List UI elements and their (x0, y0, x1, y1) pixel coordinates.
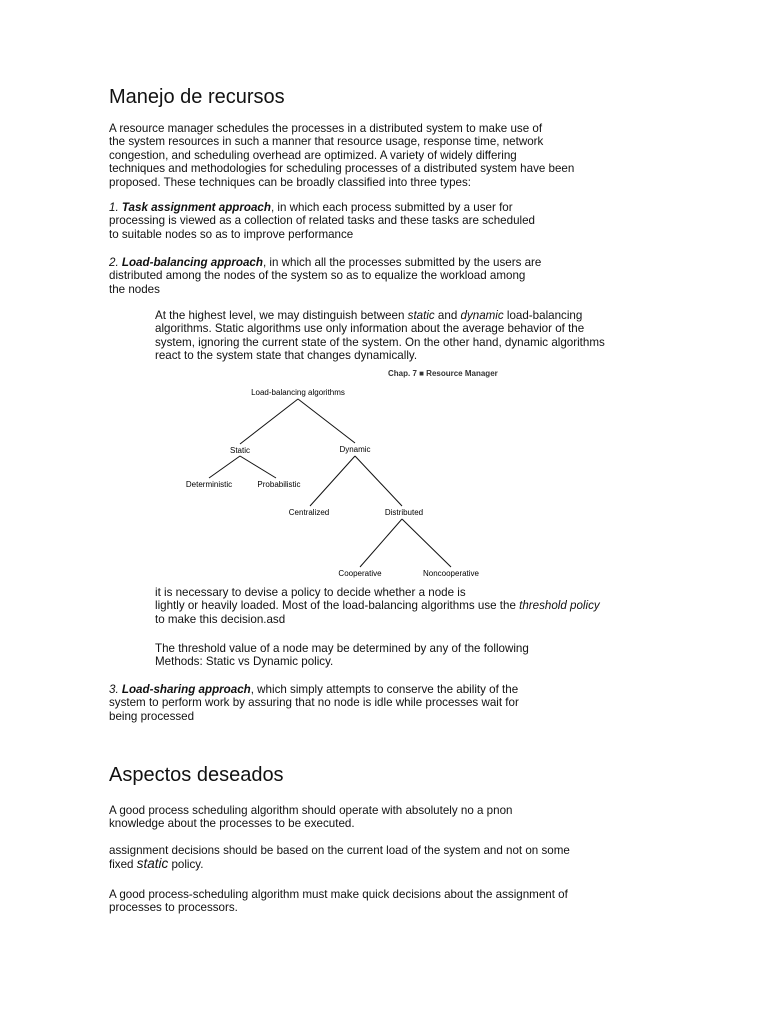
edge-dynamic-centralized (310, 456, 355, 506)
item-title: Load-sharing approach (121, 683, 251, 696)
item-task-assignment (109, 201, 535, 241)
item-text: , in which all the processes submitted by the users are distributed among the nodes of the system so as to equalize the workload among the nodes (109, 256, 542, 296)
item-load-balancing (109, 256, 541, 296)
node-probabilistic: Probabilistic (257, 480, 301, 489)
threshold-value-paragraph: The threshold value of a node may be determined by any of the following Methods: Static vs Dynamic policy. (155, 642, 529, 669)
text-run: policy. (168, 858, 204, 872)
node-noncooperative: Noncooperative (422, 569, 480, 578)
diagram-header-fragment: Chap. 7 ■ Resource Manager (388, 369, 498, 378)
text-run: assignment decisions should be based on the current load of the system and not on some fixed (109, 844, 570, 872)
intro-paragraph: A resource manager schedules the processes in a distributed system to make use of the system resources in such a manner that resource usage, response time, network congestion, and scheduling overhead are optimized. A variety of widely differing techniques and methodologies for scheduling processes of a distributed system have been proposed. These techniques can be broadly classified into three types: (109, 122, 575, 189)
node-dynamic: Dynamic (339, 445, 371, 454)
item-title: Task assignment approach (121, 201, 271, 214)
node-deterministic: Deterministic (185, 480, 233, 489)
node-load-balancing-algorithms: Load-balancing algorithms (251, 388, 345, 397)
edge-static-deterministic (209, 456, 240, 478)
item-number: 2. (109, 256, 122, 269)
static-dynamic-paragraph (155, 309, 605, 363)
desired-aspect-paragraph-2 (109, 844, 570, 872)
node-static: Static (229, 446, 251, 455)
edge-root-static (240, 399, 298, 444)
item-text: , which simply attempts to conserve the ability of the system to perform work by assuring that no node is idle while processes wait for being processed (109, 683, 519, 723)
item-title: Load-balancing approach (121, 256, 263, 269)
static-term: static (136, 856, 169, 872)
edge-static-probabilistic (240, 456, 276, 478)
dynamic-term: dynamic (460, 309, 504, 322)
edge-distributed-cooperative (360, 519, 402, 567)
threshold-policy-term: threshold policy (519, 599, 600, 613)
heading-aspectos-deseados: Aspectos deseados (109, 764, 284, 786)
item-number: 1. (109, 201, 122, 214)
heading-manejo-de-recursos: Manejo de recursos (109, 86, 285, 108)
node-distributed: Distributed (384, 508, 424, 517)
node-centralized: Centralized (288, 508, 330, 517)
edge-root-dynamic (298, 399, 355, 443)
node-cooperative: Cooperative (338, 569, 382, 578)
edge-dynamic-distributed (355, 456, 402, 506)
item-text: , in which each process submitted by a user for processing is viewed as a collection of related tasks and these tasks are scheduled to suitable nodes so as to improve performance (109, 201, 535, 241)
edge-distributed-noncooperative (402, 519, 451, 567)
static-term: static (407, 309, 435, 322)
text-run: load-balancing algorithms. Static algorithms use only information about the average behavior of the system, ignoring the current state of the system. On the other hand, dynamic algorithms react to the system state that changes dynamically. (155, 309, 605, 363)
desired-aspect-paragraph-3: A good process-scheduling algorithm must make quick decisions about the assignment of processes to processors. (109, 888, 568, 915)
text-run: to make this decision.asd (155, 612, 286, 626)
text-run: it is necessary to devise a policy to decide whether a node is lightly or heavily loaded. Most of the load-balancing algorithms use the (155, 586, 516, 613)
desired-aspect-paragraph-1: A good process scheduling algorithm should operate with absolutely no a pnon knowledge about the processes to be executed. (109, 804, 513, 831)
threshold-policy-paragraph (155, 586, 600, 626)
text-run: At the highest level, we may distinguish between (155, 309, 408, 322)
item-load-sharing (109, 683, 519, 723)
load-balancing-tree-diagram (170, 368, 510, 584)
text-run: and (434, 309, 461, 322)
item-number: 3. (109, 683, 122, 696)
